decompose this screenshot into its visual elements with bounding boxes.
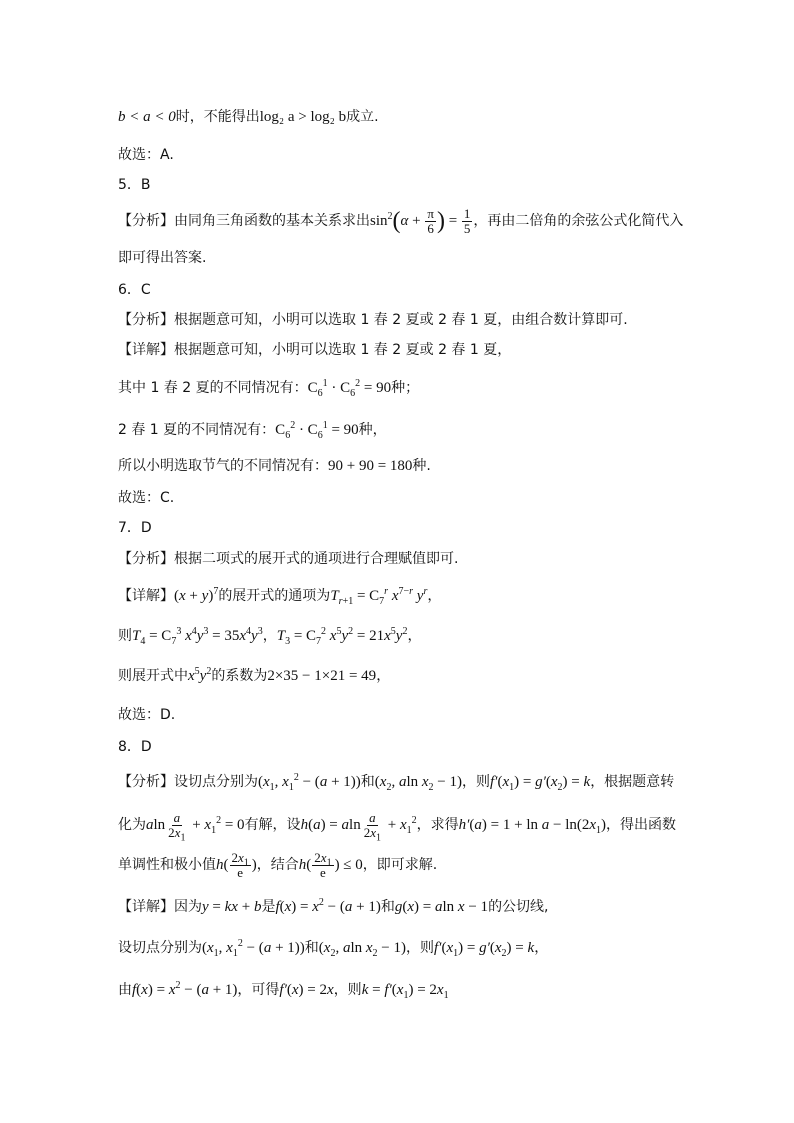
question-number-5: 5．B [118,177,151,193]
text-line-22: 单调性和极小值h( $\frac{2x_1}{e}$ )，结合h( $\frac{2x_1}{e}$ ) ≤ 0，即可求解. [118,849,438,880]
text-line-1: b < a < 0时，不能得出log₂ a > log₂ b成立. [118,109,379,125]
text-line-5: 即可得出答案. [118,250,207,266]
answer-line: 故选：C. [118,490,175,506]
question-number-6: 6．C [118,282,151,298]
answer-line: 故选：A. [118,147,174,163]
text-line-16: 则$T_4 = C_7^3$ $x^4y^3 = 35x^4y^3$，$T_3 = C_7^2$ $x^5y^2 = 21x^5y^2$， [118,626,422,647]
math-combination: $C_6^1 \cdot C_6^2 = 90$ [307,378,392,399]
detail-line-7: 【详解】$(x + y)^7$的展开式的通项为$T_{r+1} = C_7^r$ $x^{7-r}$ $y^r$， [118,586,442,607]
question-number-8: 8．D [118,739,152,755]
text-line-24: 设切点分别为($x_1$, $x_1^2 - (a + 1)$)和($x_2$, aln $x_2 - 1$)，则$f'(x_1) = g'(x_2) = k$， [118,938,549,959]
text-line-25: 由$f(x) = x^2 - (a + 1)$，可得f′(x) = 2x，则$k = f'(x_1) = 2x_1$ [118,980,449,1001]
math-expression: $\sin^2$ [370,211,393,229]
text-line-10: 2 春 1 夏的不同情况有：$C_6^2 \cdot C_6^1 = 90$种， [118,420,387,441]
text-line-17: 则展开式中$x^5y^2$的系数为2×35 − 1×21 = 49， [118,666,391,684]
question-number-7: 7．D [118,520,152,536]
text-line-9: 其中 1 春 2 夏的不同情况有：$C_6^1 \cdot C_6^2 = 90$种； [118,378,420,399]
detail-line-6: 【详解】根据题意可知，小明可以选取 1 春 2 夏或 2 春 1 夏， [118,342,512,358]
detail-line-8: 【详解】因为y = kx + b是$f(x) = x^2 - (a + 1)$和g(x) = aln x − 1的公切线, [118,897,549,915]
math-inequality: b < a < 0 [118,109,176,125]
analysis-line-6: 【分析】根据题意可知，小明可以选取 1 春 2 夏或 2 春 1 夏，由组合数计算即可. [118,312,628,328]
analysis-line-5: 【分析】由同角三角函数的基本关系求出$\sin^2(\alpha$ + $\frac{\pi}{6}$ ) = $\frac{1}{5}$ ，再由二倍角的余弦公式化简代入 [118,205,684,236]
analysis-line-8: 【分析】设切点分别为($x_1$, $x_1^2 - (a + 1)$)和($x_2$, aln $x_2 - 1$)，则$f'(x_1) = g'(x_2) = k$，根据题意转 [118,772,675,793]
analysis-line-7: 【分析】根据二项式的展开式的通项进行合理赋值即可. [118,551,459,567]
math-combination: $C_6^2 \cdot C_6^1 = 90$ [275,420,359,441]
text-line-21: 化为aln $\frac{a}{2x_1}$ + $x_1^2 = 0$有解，设h(a) = aln $\frac{a}{2x_1}$ + $x_1^2$，求得$h'(a) = 1 + \ln a - \ln(2x_1)$，得出函数 [118,809,677,844]
text-line-11: 所以小明选取节气的不同情况有：90 + 90 = 180种. [118,458,431,474]
answer-line: 故选：D. [118,707,176,723]
